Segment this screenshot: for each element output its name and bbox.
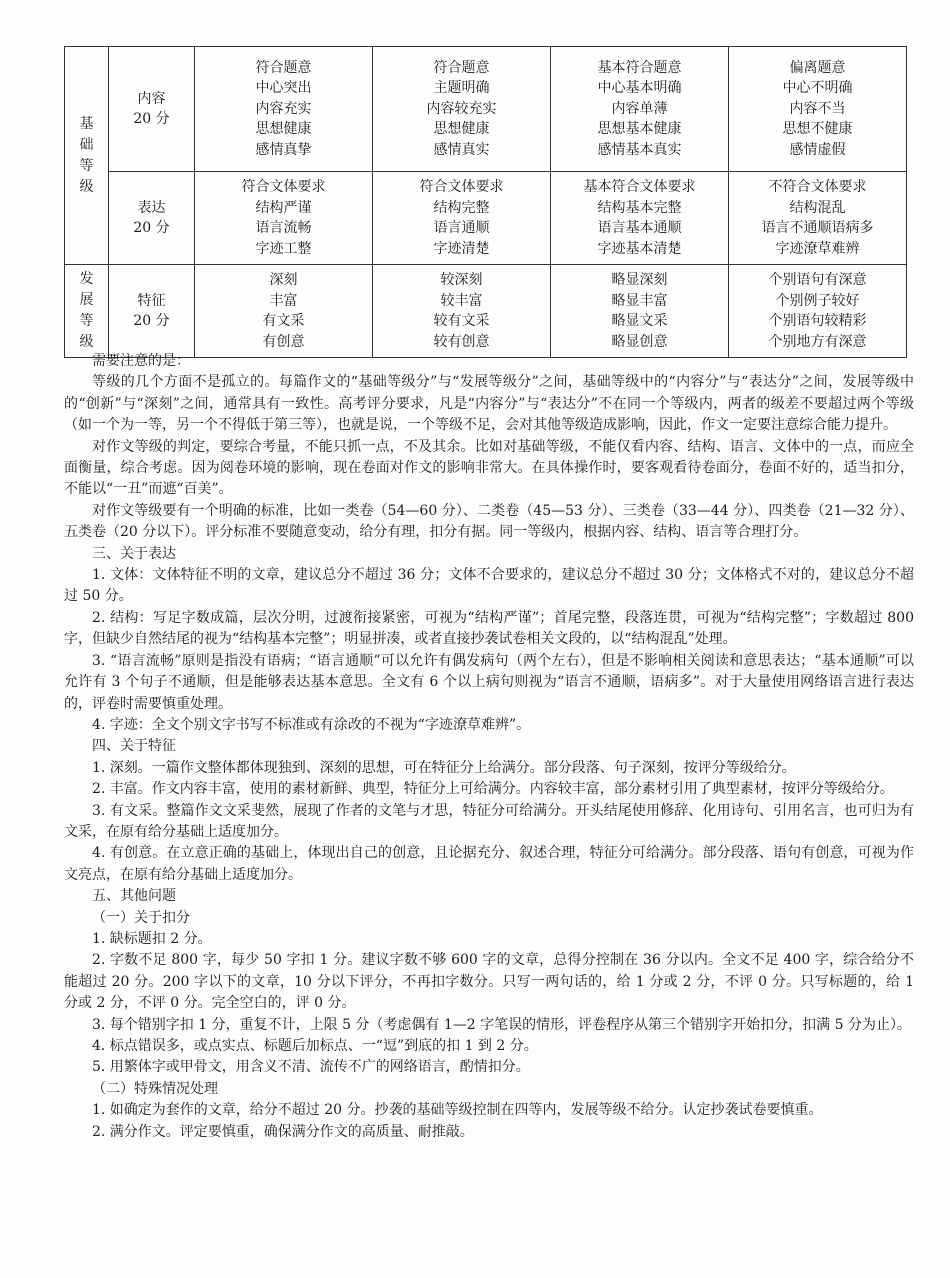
grade-cell bbox=[551, 172, 729, 265]
cell-line: 思想不健康 bbox=[782, 121, 853, 138]
cell-line: 结构完整 bbox=[433, 199, 490, 216]
cell-line: 较有创意 bbox=[433, 333, 490, 350]
grade-cell bbox=[195, 172, 373, 265]
grade-cell bbox=[195, 47, 373, 172]
cell-line: 丰富 bbox=[269, 292, 298, 309]
cell-line: 偏离题意 bbox=[789, 59, 846, 76]
cell-line: 字迹基本清楚 bbox=[597, 240, 682, 257]
cell-line: 结构严谨 bbox=[255, 199, 312, 216]
cell-line: 感情基本真实 bbox=[597, 141, 682, 158]
level-char: 基 bbox=[79, 115, 94, 132]
cell-line: 符合题意 bbox=[433, 59, 490, 76]
cell-line: 字迹清楚 bbox=[433, 240, 490, 257]
grade-cell bbox=[729, 172, 907, 265]
cell-line: 内容充实 bbox=[255, 100, 312, 117]
paragraph: 4. 有创意。在立意正确的基础上，体现出自己的创意，且论据充分、叙述合理，特征分可给满分。部分段落、语句有创意，可视为作文亮点，在原有给分基础上适度加分。 bbox=[64, 845, 914, 883]
cell-line: 较深刻 bbox=[440, 272, 483, 288]
cell-line: 较丰富 bbox=[440, 292, 483, 309]
grade-cell bbox=[195, 265, 373, 358]
cell-line: 基本符合文体要求 bbox=[583, 179, 696, 195]
paragraph: 需要注意的是： bbox=[92, 353, 190, 369]
cell-line: 略显创意 bbox=[611, 333, 668, 350]
grade-cell bbox=[729, 265, 907, 358]
cell-line: 较有文采 bbox=[433, 313, 490, 329]
cell-line: 符合文体要求 bbox=[419, 179, 504, 195]
table-row bbox=[65, 265, 907, 358]
paragraph: 2. 字数不足 800 字，每少 50 字扣 1 分。建议字数不够 600 字的文章，总得分控制在 36 分以内。全文不足 400 字，综合给分不能超过 20 分。200 字以下的文章，10 分以下评分，不再扣字数分。只写一两句话的，给 1 分或 2 分，不评 0 分。只写标题的，给 1 分或 2 分，不评 0 分。完全空白的，评 0 分。 bbox=[64, 952, 914, 1012]
level-char: 础 bbox=[79, 136, 94, 153]
paragraph: 2. 丰富。作文内容丰富，使用的素材新鲜、典型，特征分上可给满分。内容较丰富，部分素材引用了典型素材，按评分等级给分。 bbox=[92, 781, 894, 798]
sub-score: 20 分 bbox=[133, 220, 170, 236]
cell-line: 思想健康 bbox=[255, 121, 312, 138]
grade-cell bbox=[373, 172, 551, 265]
grade-cell bbox=[551, 265, 729, 358]
cell-line: 有创意 bbox=[262, 333, 305, 350]
table-row bbox=[65, 47, 907, 172]
paragraph: 2. 满分作文。评定要慎重，确保满分作文的高质量、耐推敲。 bbox=[92, 1123, 474, 1140]
level-char: 等 bbox=[79, 313, 94, 329]
sub-cell-expression bbox=[109, 172, 195, 265]
paragraph: 3. 每个错别字扣 1 分，重复不计，上限 5 分（考虑偶有 1—2 字笔误的情形，评卷程序从第三个错别字开始扣分，扣满 5 分为止）。 bbox=[92, 1016, 911, 1033]
level-cell-basic bbox=[65, 47, 109, 265]
cell-line: 字迹工整 bbox=[255, 240, 312, 257]
paragraph: 5. 用繁体字或甲骨文，用含义不清、流传不广的网络语言，酌情扣分。 bbox=[92, 1059, 530, 1076]
level-char: 发 bbox=[79, 271, 94, 287]
cell-line: 语言通顺 bbox=[433, 220, 490, 236]
paragraph: 1. 如确定为套作的文章，给分不超过 20 分。抄袭的基础等级控制在四等内，发展等级不给分。认定抄袭试卷要慎重。 bbox=[92, 1102, 823, 1119]
cell-line: 略显丰富 bbox=[611, 292, 668, 309]
paragraph: 等级的几个方面不是孤立的。每篇作文的“基础等级分”与“发展等级分”之间，基础等级中的“内容分”与“表达分”之间，发展等级中的“创新”与“深刻”之间，通常具有一致性。高考评分要求，凡是“内容分”与“表达分”不在同一个等级内，两者的级差不要超过两个等级（如一个为一等，另一个不得低于第三等），也就是说，一个等级不足，会对其他等级造成影响，因此，作文一定要注意综合能力提升。 bbox=[64, 374, 914, 434]
level-char: 展 bbox=[79, 292, 94, 308]
cell-line: 个别语句较精彩 bbox=[768, 313, 867, 329]
grading-table bbox=[64, 46, 907, 358]
cell-line: 有文采 bbox=[262, 313, 305, 329]
cell-line: 内容不当 bbox=[789, 100, 846, 117]
cell-line: 内容较充实 bbox=[426, 100, 497, 117]
sub-name: 内容 bbox=[137, 90, 166, 107]
paragraph: 4. 标点错误多，或点实点、标题后加标点、一“逗”到底的扣 1 到 2 分。 bbox=[92, 1038, 538, 1054]
paragraph: 1. 文体：文体特征不明的文章，建议总分不超过 36 分；文体不合要求的，建议总分不超过 30 分；文体格式不对的，建议总分不超过 50 分。 bbox=[64, 567, 914, 605]
grade-cell bbox=[729, 47, 907, 172]
paragraph: 1. 缺标题扣 2 分。 bbox=[92, 930, 212, 947]
cell-line: 符合题意 bbox=[255, 59, 312, 76]
table-row bbox=[65, 172, 907, 265]
sub-score: 20 分 bbox=[133, 313, 170, 329]
cell-line: 符合文体要求 bbox=[241, 179, 326, 195]
paragraph: 对作文等级的判定，要综合考量，不能只抓一点，不及其余。比如对基础等级，不能仅看内容、结构、语言、文体中的一点，而应全面衡量，综合考虑。因为阅卷环境的影响，现在卷面对作文的影响非常大。在具体操作时，要客观看待卷面分，卷面不好的，适当扣分，不能以“一丑”而遮“百美”。 bbox=[64, 438, 914, 498]
level-char: 级 bbox=[79, 178, 94, 195]
cell-line: 不符合文体要求 bbox=[768, 179, 867, 195]
sub-cell-content bbox=[109, 47, 195, 172]
cell-line: 个别例子较好 bbox=[775, 292, 860, 309]
paragraph: 2. 结构：写足字数成篇，层次分明，过渡衔接紧密，可视为“结构严谨”；首尾完整，段落连贯，可视为“结构完整”；字数超过 800 字，但缺少自然结尾的视为“结构基本完整”；明显拼凑，或者直接抄袭试卷相关文段的，以“结构混乱”处理。 bbox=[64, 609, 914, 648]
sub-score: 20 分 bbox=[133, 111, 170, 127]
cell-line: 内容单薄 bbox=[611, 100, 668, 117]
cell-line: 略显深刻 bbox=[611, 272, 668, 288]
cell-line: 结构基本完整 bbox=[597, 199, 682, 216]
section-heading: 三、关于表达 bbox=[92, 545, 176, 562]
cell-line: 个别地方有深意 bbox=[768, 333, 867, 350]
cell-line: 感情真挚 bbox=[255, 141, 312, 158]
paragraph: 4. 字迹：全文个别文字书写不标准或有涂改的不视为“字迹潦草难辨”。 bbox=[92, 716, 531, 733]
level-char: 等 bbox=[79, 157, 94, 174]
grade-cell bbox=[551, 47, 729, 172]
paragraph: 3. “语言流畅”原则是指没有语病；“语言通顺”可以允许有偶发病句（两个左右），但是不影响相关阅读和意思表达；“基本通顺”可以允许有 3 个句子不通顺，但是能够表达基本意思。全文有 6 个以上病句则视为“语言不通顺，语病多”。对于大量使用网络语言进行表达的，评卷时需要慎重处理。 bbox=[64, 652, 914, 712]
paragraph: 1. 深刻。一篇作文整体都体现独到、深刻的思想，可在特征分上给满分。部分段落、句子深刻，按评分等级给分。 bbox=[92, 759, 796, 776]
cell-line: 思想健康 bbox=[433, 121, 490, 138]
level-char: 级 bbox=[79, 334, 94, 350]
cell-line: 主题明确 bbox=[433, 80, 490, 97]
cell-line: 思想基本健康 bbox=[597, 121, 682, 138]
cell-line: 字迹潦草难辨 bbox=[775, 240, 860, 257]
section-heading: 五、其他问题 bbox=[92, 888, 176, 905]
cell-line: 感情虚假 bbox=[789, 141, 846, 158]
body-text bbox=[64, 351, 914, 1143]
paragraph: 对作文等级要有一个明确的标准，比如一类卷（54—60 分）、二类卷（45—53 分）、三类卷（33—44 分）、四类卷（21—32 分）、五类卷（20 分以下）。评分标准不要随意变动，给分有理，扣分有据。同一等级内，根据内容、结构、语言等合理打分。 bbox=[64, 502, 914, 541]
sub-cell-feature bbox=[109, 265, 195, 358]
cell-line: 中心突出 bbox=[255, 80, 312, 97]
cell-line: 语言流畅 bbox=[255, 220, 312, 236]
grade-cell bbox=[373, 47, 551, 172]
cell-line: 结构混乱 bbox=[789, 199, 846, 216]
section-heading: （一）关于扣分 bbox=[92, 909, 190, 926]
sub-name: 表达 bbox=[137, 199, 166, 216]
sub-name: 特征 bbox=[137, 292, 166, 309]
cell-line: 中心不明确 bbox=[782, 80, 853, 97]
cell-line: 略显文采 bbox=[611, 313, 668, 329]
cell-line: 中心基本明确 bbox=[597, 80, 682, 97]
grade-cell bbox=[373, 265, 551, 358]
level-cell-development bbox=[65, 265, 109, 358]
cell-line: 感情真实 bbox=[433, 141, 490, 158]
cell-line: 语言不通顺语病多 bbox=[761, 220, 874, 236]
section-heading: （二）特殊情况处理 bbox=[92, 1080, 218, 1097]
cell-line: 基本符合题意 bbox=[597, 59, 682, 76]
cell-line: 个别语句有深意 bbox=[768, 272, 867, 288]
cell-line: 深刻 bbox=[269, 272, 298, 288]
section-heading: 四、关于特征 bbox=[92, 738, 176, 755]
paragraph: 3. 有文采。整篇作文文采斐然，展现了作者的文笔与才思，特征分可给满分。开头结尾使用修辞、化用诗句、引用名言，也可归为有文采，在原有给分基础上适度加分。 bbox=[64, 802, 914, 840]
cell-line: 语言基本通顺 bbox=[597, 220, 682, 236]
